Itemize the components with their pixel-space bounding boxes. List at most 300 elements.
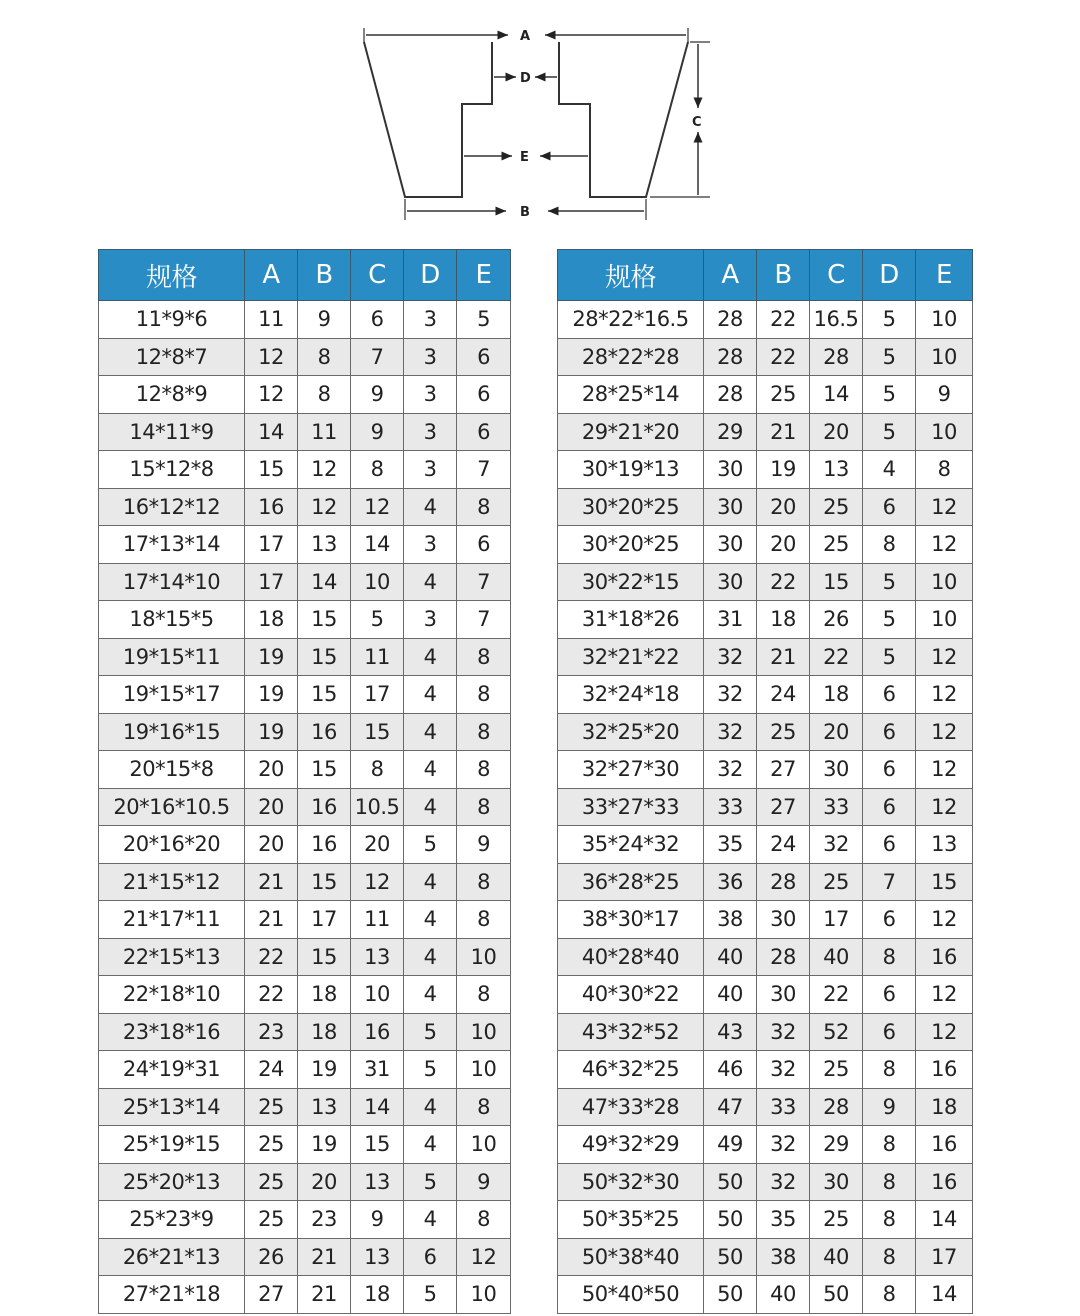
cell-c: 11 — [351, 638, 404, 676]
cell-e: 10 — [916, 413, 973, 451]
cell-e: 10 — [457, 1126, 511, 1164]
cell-e: 5 — [457, 301, 511, 339]
cell-d: 4 — [404, 713, 457, 751]
cell-c: 14 — [351, 526, 404, 564]
cell-d: 4 — [404, 788, 457, 826]
cell-a: 20 — [245, 788, 298, 826]
header-spec: 规格 — [99, 250, 245, 301]
cell-e: 6 — [457, 413, 511, 451]
cell-spec: 11*9*6 — [99, 301, 245, 339]
cell-a: 25 — [245, 1088, 298, 1126]
table-header-row — [558, 250, 973, 301]
cell-spec: 19*15*17 — [99, 676, 245, 714]
cell-b: 28 — [757, 938, 810, 976]
cell-a: 28 — [704, 338, 757, 376]
cell-c: 30 — [810, 1163, 863, 1201]
cell-a: 28 — [704, 301, 757, 339]
cell-c: 12 — [351, 488, 404, 526]
cell-a: 14 — [245, 413, 298, 451]
cell-e: 12 — [916, 488, 973, 526]
cell-a: 30 — [704, 563, 757, 601]
cell-spec: 43*32*52 — [558, 1013, 704, 1051]
cell-a: 30 — [704, 488, 757, 526]
cell-c: 10.5 — [351, 788, 404, 826]
cell-e: 8 — [457, 676, 511, 714]
cell-a: 32 — [704, 713, 757, 751]
cell-d: 6 — [863, 901, 916, 939]
cell-d: 5 — [863, 338, 916, 376]
cell-c: 29 — [810, 1126, 863, 1164]
cell-b: 16 — [298, 826, 351, 864]
cell-d: 6 — [863, 751, 916, 789]
table-row — [99, 788, 511, 826]
label-b: B — [520, 205, 530, 220]
cell-c: 30 — [810, 751, 863, 789]
cell-b: 18 — [298, 976, 351, 1014]
table-row — [99, 826, 511, 864]
cell-b: 20 — [757, 526, 810, 564]
cell-c: 17 — [810, 901, 863, 939]
cell-e: 10 — [457, 1051, 511, 1089]
cell-c: 26 — [810, 601, 863, 639]
table-row — [99, 338, 511, 376]
cell-b: 17 — [298, 901, 351, 939]
cell-e: 9 — [916, 376, 973, 414]
cell-b: 32 — [757, 1163, 810, 1201]
cell-e: 7 — [457, 601, 511, 639]
cell-c: 11 — [351, 901, 404, 939]
cell-b: 15 — [298, 863, 351, 901]
cell-b: 35 — [757, 1201, 810, 1239]
table-row — [99, 413, 511, 451]
cell-spec: 35*24*32 — [558, 826, 704, 864]
label-d: D — [520, 71, 531, 86]
cell-e: 8 — [457, 901, 511, 939]
cell-b: 21 — [298, 1276, 351, 1314]
spec-table-left — [98, 249, 511, 1314]
cell-a: 21 — [245, 901, 298, 939]
cell-e: 16 — [916, 1051, 973, 1089]
table-row — [99, 1013, 511, 1051]
table-row — [558, 563, 973, 601]
cell-a: 26 — [245, 1238, 298, 1276]
cell-c: 12 — [351, 863, 404, 901]
table-row — [558, 826, 973, 864]
table-row — [558, 938, 973, 976]
cell-d: 5 — [863, 301, 916, 339]
cell-spec: 12*8*9 — [99, 376, 245, 414]
table-row — [558, 751, 973, 789]
cell-b: 8 — [298, 376, 351, 414]
cell-b: 28 — [757, 863, 810, 901]
cell-a: 43 — [704, 1013, 757, 1051]
cell-a: 22 — [245, 976, 298, 1014]
header-b: B — [298, 250, 351, 301]
cell-a: 21 — [245, 863, 298, 901]
cell-spec: 27*21*18 — [99, 1276, 245, 1314]
cell-a: 25 — [245, 1201, 298, 1239]
table-row — [99, 676, 511, 714]
cell-spec: 25*13*14 — [99, 1088, 245, 1126]
header-d: D — [404, 250, 457, 301]
cell-a: 50 — [704, 1163, 757, 1201]
table-row — [99, 751, 511, 789]
cell-b: 24 — [757, 676, 810, 714]
cell-e: 8 — [457, 638, 511, 676]
cell-e: 8 — [457, 751, 511, 789]
table-row — [558, 451, 973, 489]
cell-spec: 28*22*16.5 — [558, 301, 704, 339]
cell-c: 10 — [351, 976, 404, 1014]
cell-d: 7 — [863, 863, 916, 901]
cell-spec: 49*32*29 — [558, 1126, 704, 1164]
cell-e: 12 — [916, 901, 973, 939]
table-row — [99, 1126, 511, 1164]
cell-c: 50 — [810, 1276, 863, 1314]
cell-spec: 18*15*5 — [99, 601, 245, 639]
table-row — [558, 638, 973, 676]
cell-b: 20 — [298, 1163, 351, 1201]
cell-b: 25 — [757, 376, 810, 414]
cell-spec: 23*18*16 — [99, 1013, 245, 1051]
cell-c: 22 — [810, 976, 863, 1014]
cell-b: 12 — [298, 488, 351, 526]
cell-a: 38 — [704, 901, 757, 939]
header-a: A — [245, 250, 298, 301]
cell-e: 10 — [916, 338, 973, 376]
cell-e: 8 — [457, 488, 511, 526]
cell-a: 32 — [704, 751, 757, 789]
cell-c: 13 — [351, 1163, 404, 1201]
cell-b: 33 — [757, 1088, 810, 1126]
cell-spec: 32*24*18 — [558, 676, 704, 714]
cell-c: 28 — [810, 338, 863, 376]
cell-e: 12 — [916, 638, 973, 676]
cell-spec: 30*20*25 — [558, 488, 704, 526]
cell-b: 27 — [757, 788, 810, 826]
cell-e: 12 — [916, 713, 973, 751]
cell-b: 19 — [298, 1051, 351, 1089]
cell-c: 52 — [810, 1013, 863, 1051]
cell-d: 4 — [404, 488, 457, 526]
cell-d: 5 — [404, 1051, 457, 1089]
cell-c: 15 — [810, 563, 863, 601]
cell-d: 4 — [404, 638, 457, 676]
cell-spec: 31*18*26 — [558, 601, 704, 639]
cell-spec: 24*19*31 — [99, 1051, 245, 1089]
cell-c: 5 — [351, 601, 404, 639]
cell-e: 10 — [457, 1276, 511, 1314]
cell-c: 20 — [810, 713, 863, 751]
table-row — [558, 901, 973, 939]
cell-spec: 33*27*33 — [558, 788, 704, 826]
cell-b: 13 — [298, 1088, 351, 1126]
cell-b: 15 — [298, 676, 351, 714]
cell-c: 15 — [351, 713, 404, 751]
cell-b: 12 — [298, 451, 351, 489]
cell-b: 27 — [757, 751, 810, 789]
cell-d: 4 — [404, 1201, 457, 1239]
cell-b: 18 — [298, 1013, 351, 1051]
cell-spec: 40*28*40 — [558, 938, 704, 976]
cell-a: 30 — [704, 526, 757, 564]
cell-c: 18 — [810, 676, 863, 714]
cell-d: 6 — [863, 488, 916, 526]
cell-d: 3 — [404, 451, 457, 489]
header-d: D — [863, 250, 916, 301]
cell-e: 12 — [916, 1013, 973, 1051]
cell-e: 7 — [457, 563, 511, 601]
cell-spec: 20*15*8 — [99, 751, 245, 789]
cell-a: 17 — [245, 526, 298, 564]
cell-c: 13 — [351, 938, 404, 976]
table-header-row — [99, 250, 511, 301]
table-row — [99, 1163, 511, 1201]
cell-c: 16 — [351, 1013, 404, 1051]
cell-c: 9 — [351, 413, 404, 451]
cell-b: 32 — [757, 1051, 810, 1089]
cell-d: 6 — [863, 1013, 916, 1051]
cell-spec: 25*19*15 — [99, 1126, 245, 1164]
cell-e: 12 — [916, 526, 973, 564]
table-row — [558, 676, 973, 714]
cell-a: 31 — [704, 601, 757, 639]
table-row — [558, 863, 973, 901]
cell-spec: 22*18*10 — [99, 976, 245, 1014]
header-a: A — [704, 250, 757, 301]
cell-d: 4 — [404, 676, 457, 714]
cell-d: 4 — [863, 451, 916, 489]
cell-spec: 14*11*9 — [99, 413, 245, 451]
cell-b: 8 — [298, 338, 351, 376]
cell-e: 12 — [457, 1238, 511, 1276]
cell-spec: 40*30*22 — [558, 976, 704, 1014]
cell-e: 8 — [457, 976, 511, 1014]
cell-a: 11 — [245, 301, 298, 339]
cell-e: 18 — [916, 1088, 973, 1126]
table-row — [558, 1126, 973, 1164]
cell-c: 20 — [810, 413, 863, 451]
cell-spec: 30*19*13 — [558, 451, 704, 489]
table-row — [99, 1238, 511, 1276]
cell-d: 4 — [404, 863, 457, 901]
table-row — [99, 488, 511, 526]
cell-c: 31 — [351, 1051, 404, 1089]
cell-e: 15 — [916, 863, 973, 901]
cell-c: 25 — [810, 1051, 863, 1089]
cell-spec: 17*14*10 — [99, 563, 245, 601]
cell-b: 15 — [298, 601, 351, 639]
table-row — [558, 1276, 973, 1314]
cell-spec: 32*25*20 — [558, 713, 704, 751]
table-row — [558, 713, 973, 751]
cell-b: 15 — [298, 938, 351, 976]
header-c: C — [810, 250, 863, 301]
cell-c: 40 — [810, 1238, 863, 1276]
cell-spec: 21*17*11 — [99, 901, 245, 939]
cell-c: 16.5 — [810, 301, 863, 339]
cell-spec: 28*22*28 — [558, 338, 704, 376]
cell-a: 46 — [704, 1051, 757, 1089]
cell-e: 7 — [457, 451, 511, 489]
cell-spec: 30*20*25 — [558, 526, 704, 564]
cell-e: 10 — [916, 301, 973, 339]
table-row — [99, 1201, 511, 1239]
dimension-diagram — [0, 0, 1080, 240]
cell-a: 19 — [245, 676, 298, 714]
cell-e: 8 — [457, 788, 511, 826]
cell-e: 8 — [457, 863, 511, 901]
cell-b: 14 — [298, 563, 351, 601]
cell-spec: 38*30*17 — [558, 901, 704, 939]
cell-b: 32 — [757, 1013, 810, 1051]
cell-a: 49 — [704, 1126, 757, 1164]
table-row — [558, 1013, 973, 1051]
cell-spec: 17*13*14 — [99, 526, 245, 564]
cell-a: 12 — [245, 338, 298, 376]
cell-b: 22 — [757, 338, 810, 376]
cell-d: 6 — [404, 1238, 457, 1276]
cell-a: 20 — [245, 751, 298, 789]
cell-spec: 12*8*7 — [99, 338, 245, 376]
table-row — [99, 713, 511, 751]
cell-spec: 30*22*15 — [558, 563, 704, 601]
cell-b: 9 — [298, 301, 351, 339]
cell-b: 19 — [298, 1126, 351, 1164]
cell-spec: 32*21*22 — [558, 638, 704, 676]
part-outline — [364, 42, 688, 197]
cell-e: 8 — [457, 1088, 511, 1126]
cell-c: 6 — [351, 301, 404, 339]
cell-e: 13 — [916, 826, 973, 864]
cell-e: 6 — [457, 376, 511, 414]
cell-d: 8 — [863, 1276, 916, 1314]
cell-d: 8 — [863, 1051, 916, 1089]
cell-c: 22 — [810, 638, 863, 676]
cell-d: 3 — [404, 413, 457, 451]
cell-d: 6 — [863, 713, 916, 751]
cell-d: 8 — [863, 1126, 916, 1164]
cell-d: 8 — [863, 1163, 916, 1201]
cell-b: 25 — [757, 713, 810, 751]
table-row — [558, 488, 973, 526]
cell-a: 23 — [245, 1013, 298, 1051]
cell-e: 12 — [916, 751, 973, 789]
cell-e: 10 — [916, 601, 973, 639]
cell-d: 5 — [863, 638, 916, 676]
header-spec: 规格 — [558, 250, 704, 301]
cell-d: 5 — [404, 1013, 457, 1051]
header-b: B — [757, 250, 810, 301]
cell-b: 38 — [757, 1238, 810, 1276]
cell-e: 14 — [916, 1276, 973, 1314]
cell-e: 17 — [916, 1238, 973, 1276]
cell-a: 50 — [704, 1238, 757, 1276]
cell-d: 6 — [863, 788, 916, 826]
table-row — [99, 1088, 511, 1126]
table-row — [558, 601, 973, 639]
cell-a: 32 — [704, 638, 757, 676]
cell-d: 9 — [863, 1088, 916, 1126]
cell-d: 6 — [863, 676, 916, 714]
cell-d: 5 — [863, 563, 916, 601]
cell-c: 33 — [810, 788, 863, 826]
table-row — [99, 601, 511, 639]
cell-d: 4 — [404, 751, 457, 789]
cell-a: 17 — [245, 563, 298, 601]
cell-c: 25 — [810, 863, 863, 901]
cell-e: 8 — [916, 451, 973, 489]
cell-d: 5 — [863, 601, 916, 639]
cell-c: 28 — [810, 1088, 863, 1126]
cell-spec: 47*33*28 — [558, 1088, 704, 1126]
cell-spec: 22*15*13 — [99, 938, 245, 976]
cell-spec: 16*12*12 — [99, 488, 245, 526]
cell-d: 5 — [863, 413, 916, 451]
cell-a: 33 — [704, 788, 757, 826]
table-row — [558, 1201, 973, 1239]
label-a: A — [520, 29, 531, 44]
cell-d: 6 — [863, 826, 916, 864]
cell-b: 21 — [757, 638, 810, 676]
cell-c: 8 — [351, 451, 404, 489]
header-e: E — [457, 250, 511, 301]
cell-d: 4 — [404, 563, 457, 601]
cell-a: 36 — [704, 863, 757, 901]
cell-e: 12 — [916, 976, 973, 1014]
cell-e: 16 — [916, 1126, 973, 1164]
cell-e: 12 — [916, 676, 973, 714]
cell-d: 3 — [404, 376, 457, 414]
cell-b: 11 — [298, 413, 351, 451]
table-row — [558, 1238, 973, 1276]
cell-e: 16 — [916, 938, 973, 976]
label-e: E — [520, 150, 529, 165]
table-row — [99, 376, 511, 414]
cell-a: 18 — [245, 601, 298, 639]
cell-e: 10 — [916, 563, 973, 601]
cell-spec: 15*12*8 — [99, 451, 245, 489]
table-row — [99, 976, 511, 1014]
table-row — [99, 563, 511, 601]
cell-a: 19 — [245, 638, 298, 676]
table-row — [558, 301, 973, 339]
cell-d: 3 — [404, 338, 457, 376]
spec-table-right — [557, 249, 973, 1314]
cell-b: 16 — [298, 788, 351, 826]
cell-b: 22 — [757, 563, 810, 601]
cell-e: 8 — [457, 1201, 511, 1239]
cell-c: 13 — [810, 451, 863, 489]
cell-d: 8 — [863, 1238, 916, 1276]
cell-a: 12 — [245, 376, 298, 414]
cell-d: 4 — [404, 901, 457, 939]
table-row — [558, 526, 973, 564]
cell-a: 32 — [704, 676, 757, 714]
cell-spec: 25*20*13 — [99, 1163, 245, 1201]
cell-d: 6 — [863, 976, 916, 1014]
table-row — [558, 976, 973, 1014]
cell-c: 9 — [351, 1201, 404, 1239]
cell-a: 15 — [245, 451, 298, 489]
cell-a: 47 — [704, 1088, 757, 1126]
cell-b: 15 — [298, 638, 351, 676]
table-row — [558, 788, 973, 826]
table-row — [99, 638, 511, 676]
cell-c: 25 — [810, 488, 863, 526]
cell-b: 21 — [757, 413, 810, 451]
table-row — [99, 301, 511, 339]
